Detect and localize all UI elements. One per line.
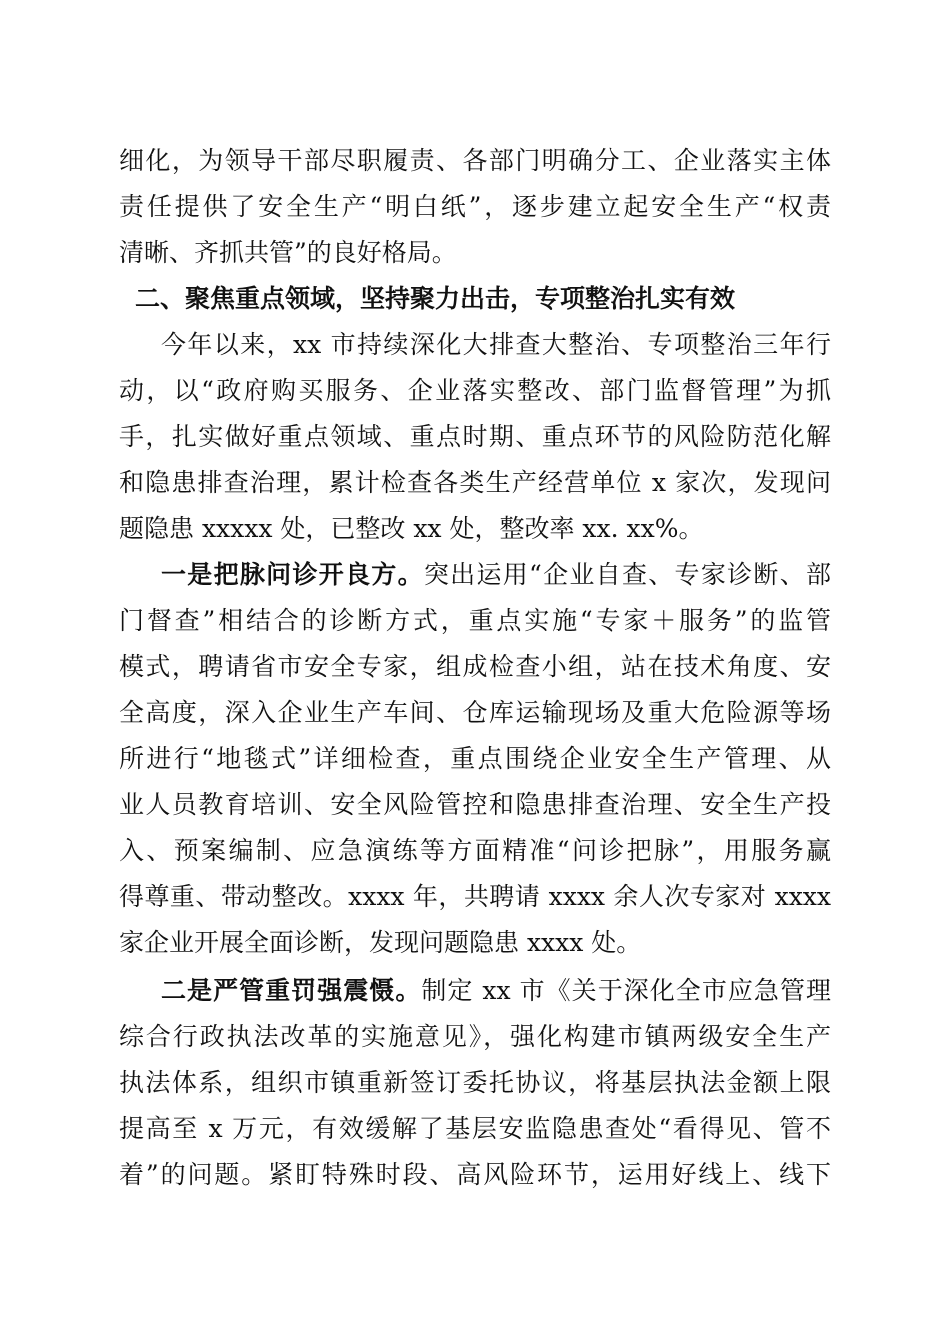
- text-line: 今年以来，xx 市持续深化大排查大整治、专项整治三年行: [161, 330, 831, 359]
- paragraph-lead: 一是把脉问诊开良方。: [161, 560, 424, 589]
- text-line: 全高度，深入企业生产车间、仓库运输现场及重大危险源等场: [119, 698, 831, 727]
- text-line: 入、预案编制、应急演练等方面精准“问诊把脉”，用服务赢: [119, 836, 831, 865]
- text-line: 题隐患 xxxxx 处，已整改 xx 处，整改率 xx. xx%。: [119, 514, 704, 543]
- text-line: [119, 968, 831, 1014]
- text-line: [119, 552, 831, 598]
- text-line: 和隐患排查治理，累计检查各类生产经营单位 x 家次，发现问: [119, 468, 831, 497]
- text-line: 动，以“政府购买服务、企业落实整改、部门监督管理”为抓: [119, 376, 831, 405]
- text-line: 责任提供了安全生产“明白纸”，逐步建立起安全生产“权责: [119, 192, 831, 221]
- paragraph-lead: 二是严管重罚强震慑。: [161, 976, 422, 1005]
- text-line: 着”的问题。紧盯特殊时段、高风险环节，运用好线上、线下: [119, 1160, 831, 1189]
- paragraph-4: [119, 968, 831, 1198]
- text-line: 提高至 x 万元，有效缓解了基层安监隐患查处“看得见、管不: [119, 1114, 831, 1143]
- text-line: 家企业开展全面诊断，发现问题隐患 xxxx 处。: [119, 928, 642, 957]
- text-line: 所进行“地毯式”详细检查，重点围绕企业安全生产管理、从: [119, 744, 831, 773]
- text-line: 执法体系，组织市镇重新签订委托协议，将基层执法金额上限: [119, 1068, 831, 1097]
- paragraph-first-text: 制定 xx 市《关于深化全市应急管理: [421, 976, 831, 1005]
- section-heading: 二、聚焦重点领域，坚持聚力出击，专项整治扎实有效: [135, 284, 736, 313]
- text-line: 业人员教育培训、安全风险管控和隐患排查治理、安全生产投: [119, 790, 831, 819]
- text-line: 手，扎实做好重点领域、重点时期、重点环节的风险防范化解: [119, 422, 831, 451]
- paragraph-3: [119, 552, 831, 966]
- document-page: [119, 138, 831, 1198]
- text-line: 细化，为领导干部尽职履责、各部门明确分工、企业落实主体: [119, 146, 831, 175]
- text-line: 门督查”相结合的诊断方式，重点实施“专家＋服务”的监管: [119, 606, 831, 635]
- text-line: 得尊重、带动整改。xxxx 年，共聘请 xxxx 余人次专家对 xxxx: [119, 882, 831, 911]
- text-line: 清晰、齐抓共管”的良好格局。: [119, 238, 457, 267]
- paragraph-first-text: 突出运用“企业自查、专家诊断、部: [423, 560, 831, 589]
- paragraph-1: [119, 138, 831, 276]
- paragraph-2: [119, 322, 831, 552]
- text-line: 模式，聘请省市安全专家，组成检查小组，站在技术角度、安: [119, 652, 831, 681]
- text-line: 综合行政执法改革的实施意见》，强化构建市镇两级安全生产: [119, 1022, 831, 1051]
